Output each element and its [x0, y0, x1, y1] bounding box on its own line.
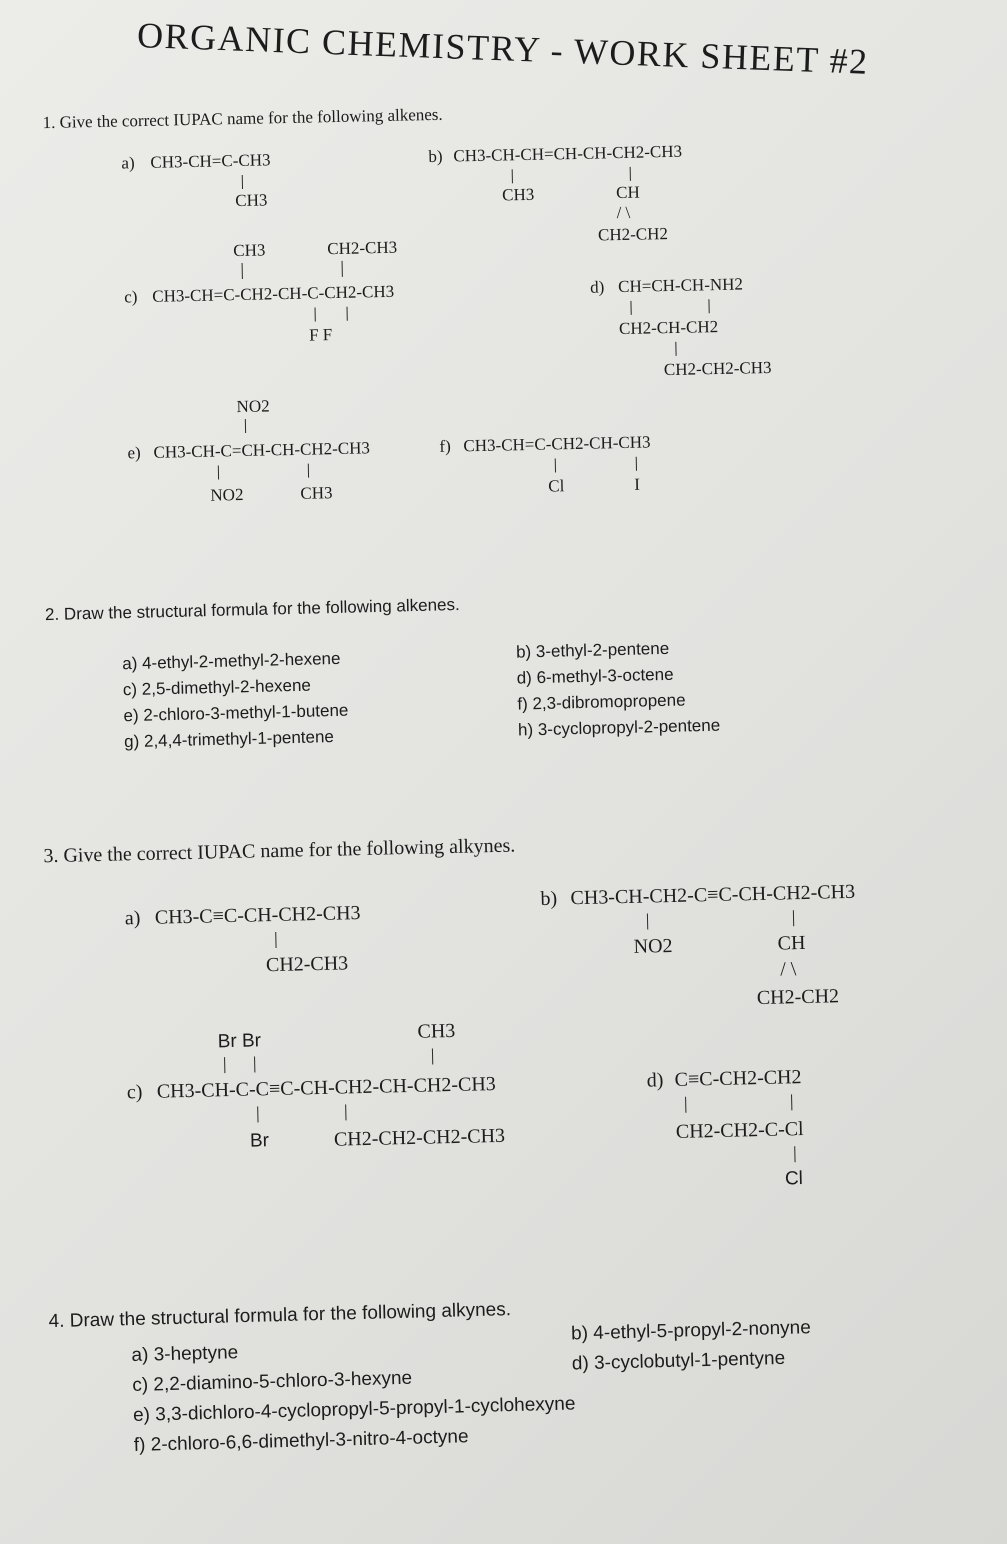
- bond-line: [308, 464, 310, 478]
- q1b-formula: CH3-CH-CH=CH-CH-CH2-CH3: [453, 141, 683, 166]
- list-item: f) 2,3-dibromopropene: [517, 690, 686, 714]
- list-item: e) 2-chloro-3-methyl-1-butene: [123, 700, 349, 726]
- list-item: b) 4-ethyl-5-propyl-2-nonyne: [570, 1317, 812, 1345]
- q1a-substituent: CH3: [235, 190, 268, 211]
- q3c-butyl: CH2-CH2-CH2-CH3: [333, 1124, 506, 1151]
- list-item: c) 2,5-dimethyl-2-hexene: [122, 675, 312, 700]
- q3a-formula: CH3-C≡C-CH-CH2-CH3: [154, 902, 361, 929]
- q1e-top-nitro: NO2: [236, 396, 270, 417]
- q1b-ring-bonds: / \: [616, 202, 631, 223]
- q1c-top-methyl: CH3: [233, 240, 266, 261]
- q3b-nitro: NO2: [633, 934, 673, 958]
- bond-line: [245, 419, 247, 433]
- q1e-label: e): [127, 443, 141, 463]
- q1d-formula: CH=CH-CH-NH2: [617, 274, 744, 297]
- list-item: b) 3-ethyl-2-pentene: [515, 638, 670, 662]
- bond-line: [675, 342, 677, 356]
- q1c-formula: CH3-CH=C-CH2-CH-C-CH2-CH3: [152, 281, 395, 306]
- q1e-nitro: NO2: [210, 485, 244, 505]
- bond-line: [242, 175, 244, 189]
- list-item: c) 2,2-diamino-5-chloro-3-hexyne: [132, 1367, 413, 1397]
- bond-line: [636, 457, 638, 471]
- q1a-formula: CH3-CH=C-CH3: [150, 150, 271, 172]
- list-item: a) 3-heptyne: [131, 1342, 239, 1367]
- bond-line: [708, 299, 710, 313]
- q1d-chain: CH2-CH-CH2: [618, 317, 719, 339]
- q3b-substituent-ch: CH: [777, 931, 806, 955]
- q1d-label: d): [589, 277, 605, 297]
- list-item: e) 3,3-dichloro-4-cyclopropyl-5-propyl-1-cyclohexyne: [132, 1393, 576, 1426]
- q1f-label: f): [439, 436, 451, 456]
- question-3-heading: 3. Give the correct IUPAC name for the following alkynes.: [43, 834, 516, 868]
- q4-left-list: [131, 1329, 576, 1461]
- list-item: d) 3-cyclobutyl-1-pentyne: [571, 1347, 786, 1375]
- question-1-heading: 1. Give the correct IUPAC name for the following alkenes.: [42, 104, 443, 133]
- q3c-top-methyl: CH3: [417, 1019, 456, 1043]
- q3c-top-bromines: Br Br: [217, 1030, 262, 1053]
- list-item: f) 2-chloro-6,6-dimethyl-3-nitro-4-octyne: [133, 1426, 469, 1456]
- q3d-label: d): [646, 1069, 664, 1092]
- q2-right-list: [516, 635, 721, 744]
- bond-line: [555, 458, 557, 472]
- q1c-top-ethyl: CH2-CH3: [327, 237, 398, 259]
- q3c-label: c): [126, 1081, 143, 1104]
- q1e-formula: CH3-CH-C=CH-CH-CH2-CH3: [153, 438, 371, 462]
- list-item: g) 2,4,4-trimethyl-1-pentene: [123, 727, 335, 752]
- bond-line: [254, 1056, 256, 1072]
- bond-line: [242, 263, 244, 279]
- q3d-formula: C≡C-CH2-CH2: [674, 1066, 802, 1091]
- bond-line: [630, 301, 632, 315]
- q1b-substituent-methyl: CH3: [501, 184, 535, 205]
- bond-line: [685, 1097, 687, 1113]
- bond-line: [347, 307, 349, 321]
- bond-line: [257, 1106, 259, 1122]
- q1f-formula: CH3-CH=C-CH2-CH-CH3: [463, 432, 651, 456]
- bond-line: [275, 932, 277, 948]
- q3c-bromo: Br: [249, 1130, 270, 1152]
- question-4-heading: 4. Draw the structural formula for the following alkynes.: [48, 1299, 512, 1333]
- q3a-ethyl: CH2-CH3: [265, 952, 349, 977]
- q1f-chloro: Cl: [548, 476, 565, 496]
- bond-line: [791, 1094, 793, 1110]
- q3a-label: a): [124, 907, 141, 930]
- bond-line: [630, 167, 632, 181]
- page-title: ORGANIC CHEMISTRY - WORK SHEET #2: [136, 14, 870, 82]
- q3b-formula: CH3-CH-CH2-C≡C-CH-CH2-CH3: [570, 880, 856, 910]
- bond-line: [512, 169, 514, 183]
- bond-line: [794, 1146, 796, 1162]
- bond-line: [224, 1057, 226, 1073]
- q3d-chloro: Cl: [784, 1168, 804, 1190]
- list-item: h) 3-cyclopropyl-2-pentene: [517, 715, 721, 740]
- q3b-label: b): [540, 887, 558, 910]
- list-item: d) 6-methyl-3-octene: [516, 664, 674, 688]
- bond-line: [345, 1104, 347, 1120]
- q1b-substituent-ch: CH: [615, 182, 640, 203]
- q1e-methyl: CH3: [300, 483, 333, 503]
- bond-line: [218, 466, 220, 480]
- q3d-ring-chain: CH2-CH2-C-Cl: [675, 1118, 804, 1143]
- question-2-heading: 2. Draw the structural formula for the following alkenes.: [44, 594, 460, 625]
- q1b-ring: CH2-CH2: [597, 224, 669, 245]
- bond-line: [342, 261, 344, 277]
- list-item: a) 4-ethyl-2-methyl-2-hexene: [122, 648, 341, 674]
- q3c-formula: CH3-CH-C-C≡C-CH-CH2-CH-CH2-CH3: [156, 1073, 497, 1103]
- q1d-propyl: CH2-CH2-CH3: [663, 357, 772, 380]
- q1c-fluorines: F F: [308, 325, 333, 345]
- q2-left-list: [122, 646, 349, 755]
- bond-line: [432, 1048, 434, 1064]
- q3b-ring-bonds: / \: [779, 958, 797, 981]
- q4-right-list: [571, 1313, 812, 1379]
- bond-line: [315, 307, 317, 321]
- q1b-label: b): [428, 146, 443, 167]
- bond-line: [793, 910, 795, 926]
- q1c-label: c): [124, 287, 138, 307]
- q3b-ring: CH2-CH2: [756, 985, 840, 1010]
- bond-line: [647, 914, 649, 930]
- q1a-label: a): [121, 153, 135, 173]
- q1f-iodo: I: [634, 474, 641, 494]
